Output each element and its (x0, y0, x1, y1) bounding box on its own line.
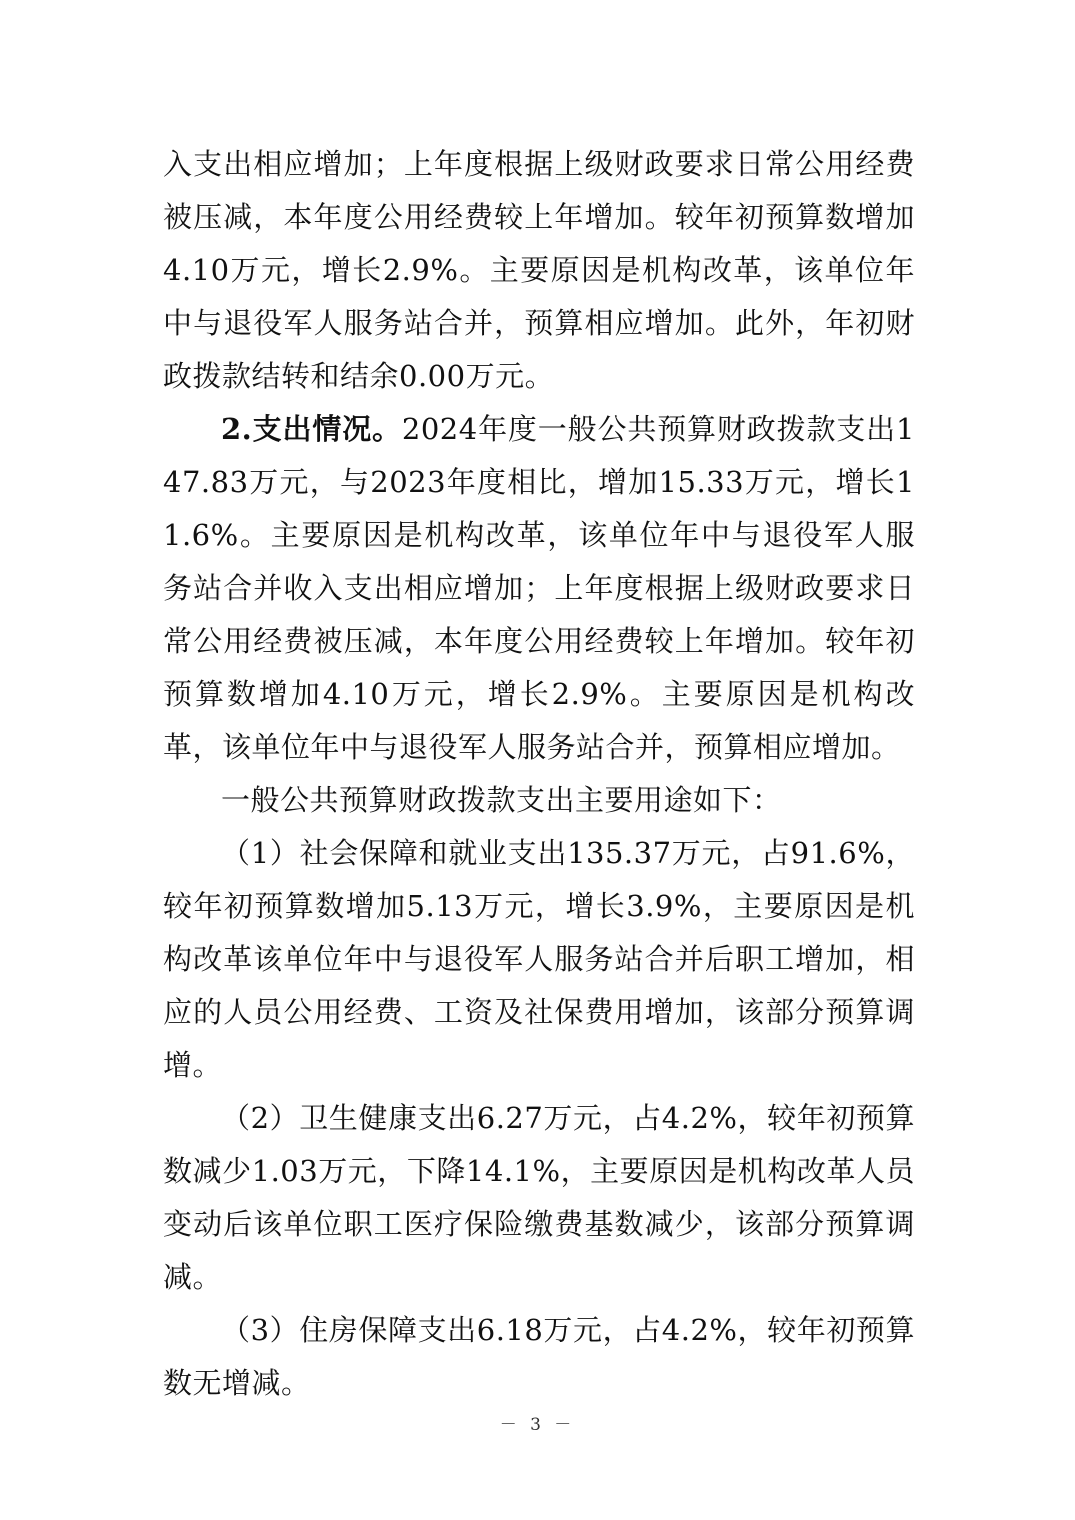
paragraph-text: （3）住房保障支出6.18万元，占4.2%，较年初预算数无增减。 (163, 1313, 915, 1400)
document-body (163, 138, 915, 1410)
paragraph-income-continuation (163, 138, 915, 403)
section-heading: 2.支出情况。 (221, 412, 402, 446)
paragraph-social-security (163, 827, 915, 1092)
paragraph-text: （1）社会保障和就业支出135.37万元，占91.6%，较年初预算数增加5.13万元，增长3.9%，主要原因是机构改革该单位年中与退役军人服务站合并后职工增加，相应的人员公用经费、工资及社保费用增加，该部分预算调增。 (163, 836, 915, 1082)
page-number: － 3 － (499, 1415, 576, 1435)
paragraph-text: （2）卫生健康支出6.27万元，占4.2%，较年初预算数减少1.03万元，下降14.1%，主要原因是机构改革人员变动后该单位职工医疗保险缴费基数减少，该部分预算调减。 (163, 1101, 915, 1294)
paragraph-housing (163, 1304, 915, 1410)
paragraph-expenditure-overview (163, 403, 915, 774)
paragraph-text: 入支出相应增加；上年度根据上级财政要求日常公用经费被压减，本年度公用经费较上年增加。较年初预算数增加4.10万元，增长2.9%。主要原因是机构改革，该单位年中与退役军人服务站合并，预算相应增加。此外，年初财政拨款结转和结余0.00万元。 (163, 147, 915, 393)
paragraph-text: 2024年度一般公共预算财政拨款支出147.83万元，与2023年度相比，增加15.33万元，增长11.6%。主要原因是机构改革，该单位年中与退役军人服务站合并收入支出相应增加；上年度根据上级财政要求日常公用经费被压减，本年度公用经费较上年增加。较年初预算数增加4.10万元，增长2.9%。主要原因是机构改革，该单位年中与退役军人服务站合并，预算相应增加。 (163, 412, 915, 764)
paragraph-health (163, 1092, 915, 1304)
paragraph-usage-intro (163, 774, 915, 827)
paragraph-text: 一般公共预算财政拨款支出主要用途如下： (221, 783, 782, 817)
